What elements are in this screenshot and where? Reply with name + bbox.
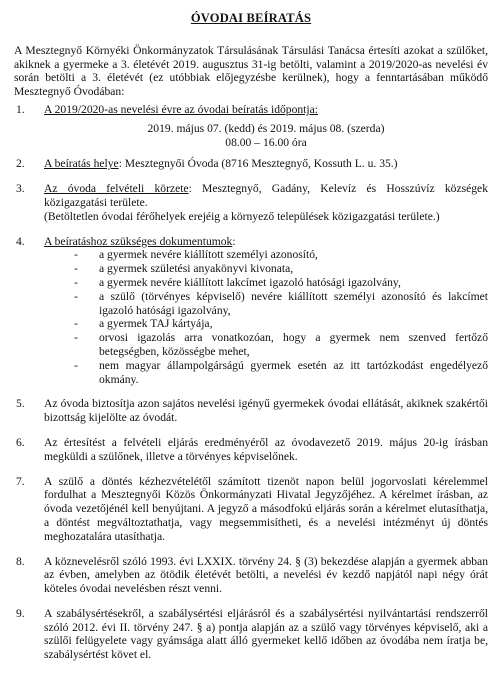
list-item-5 [14, 397, 488, 425]
item-number: 6. [16, 435, 25, 449]
item-number: 7. [16, 474, 25, 488]
list-item-9 [14, 607, 488, 662]
list-item-8 [14, 555, 488, 596]
list-item: - a gyermek nevére kiállított személyi azonosító, [74, 248, 318, 262]
list-item: - a gyermek TAJ kártyája, [74, 317, 213, 331]
beiratas-hours: 08.00 – 16.00 óra [225, 135, 307, 149]
item-heading: A beíratáshoz szükséges dokumentumok [44, 234, 233, 248]
list-item-6 [14, 436, 488, 464]
item-heading: A 2019/2020-as nevelési évre az óvodai beíratás időpontja: [44, 102, 318, 116]
item-text: Az óvoda biztosítja azon sajátos nevelési igényű gyermekek óvodai ellátását, akiknek szakértői bizottság kijelölte az óvodát. [44, 397, 488, 425]
item-number: 5. [16, 397, 25, 411]
item-text: : Mesztegnyői Óvoda (8716 Mesztegnyő, Kossuth L. u. 35.) [118, 157, 398, 171]
list-item: - orvosi igazolás arra vonatkozóan, hogy a gyermek nem szenved fertőző betegségben, közösségbe mehet, [74, 331, 488, 358]
list-item-7 [14, 475, 488, 544]
intro-paragraph: A Mesztegnyő Környéki Önkormányzatok Társulásának Társulási Tanácsa értesíti azokat a szülőket, akiknek a gyermeke a 3. életévét 2019. augusztus 31-ig betölti, valamint a 2019/2020-as nevelési év során betölti a 3. életévét (ez utóbbiak előjegyzésbe kerülnek), hogy a fenntartásában működő Mesztegnyő Óvodában: [14, 43, 488, 99]
item-note: (Betöltetlen óvodai férőhelyek erejéig a környező települések közigazgatási területe.) [44, 209, 440, 223]
document-list [44, 248, 488, 386]
list-item-1 [14, 103, 488, 149]
item-text: A szülő a döntés kézhezvételétől számított tizenöt napon belül jogorvoslati kérelemmel fordulhat a Mesztegnyői Közös Önkormányzati Hivatal Jegyzőjéhez. A kérelmet írásban, az óvoda vezetőjénél kell benyújtani. A jegyző a másodfokú eljárás során a kérelmet elutasíthatja, a döntést megváltoztathatja, vagy megsemmisítheti, és a nevelési intézményt új döntés meghozatalára utasíthatja. [44, 474, 488, 543]
list-item: - a gyermek nevére kiállított lakcímet igazoló hatósági igazolvány, [74, 275, 401, 289]
item-text: Az értesítést a felvételi eljárás eredményéről az óvodavezető 2019. május 20-ig írásban megküldi a szülőnek, illetve a törvényes képviselőnek. [44, 435, 488, 463]
item-number: 8. [16, 554, 25, 568]
list-item-4 [14, 235, 488, 387]
item-number: 4. [16, 234, 25, 248]
item-number: 3. [16, 182, 25, 196]
document-title: ÓVODAI BEÍRATÁS [190, 11, 312, 25]
item-number: 9. [16, 606, 25, 620]
item-heading: Az óvoda felvételi körzete [44, 182, 189, 196]
item-text: : Mesztegnyő, Gadány, Kelevíz és Hosszúvíz községek közigazgatási területe. [44, 182, 488, 209]
item-number: 2. [16, 157, 25, 171]
list-item: - nem magyar állampolgárságú gyermek esetén az itt tartózkodást engedélyező okmány. [74, 358, 488, 386]
list-item: - a szülő (törvényes képviselő) nevére kiállított személyi azonosító és lakcímet igazoló hatósági igazolvány, [74, 289, 488, 317]
item-text: : [232, 234, 236, 248]
item-text: A köznevelésről szóló 1993. évi LXXIX. törvény 24. § (3) bekezdése alapján a gyermek abban az évben, amelyben az ötödik életévét betölti, a nevelési év kezdő napjától napi négy órát köteles óvodai nevelésben részt venni. [44, 554, 488, 596]
item-text: A szabálysértésekről, a szabálysértési eljárásról és a szabálysértési nyilvántartási rendszerről szóló 2012. évi II. törvény 247. § a) pontja alapján az a szülő vagy törvényes képviselő, aki a szülői felügyelete vagy gyámsága alatt álló gyermeket kellő időben az óvodába nem íratja be, szabálysértést követ el. [44, 606, 488, 662]
item-heading: A beíratás helye [44, 157, 119, 171]
beiratas-dates: 2019. május 07. (kedd) és 2019. május 08. (szerda) [147, 121, 385, 135]
list-item-2 [14, 157, 488, 171]
list-item-3 [14, 182, 488, 223]
item-number: 1. [16, 102, 25, 116]
list-item: - a gyermek születési anyakönyvi kivonata, [74, 262, 294, 276]
